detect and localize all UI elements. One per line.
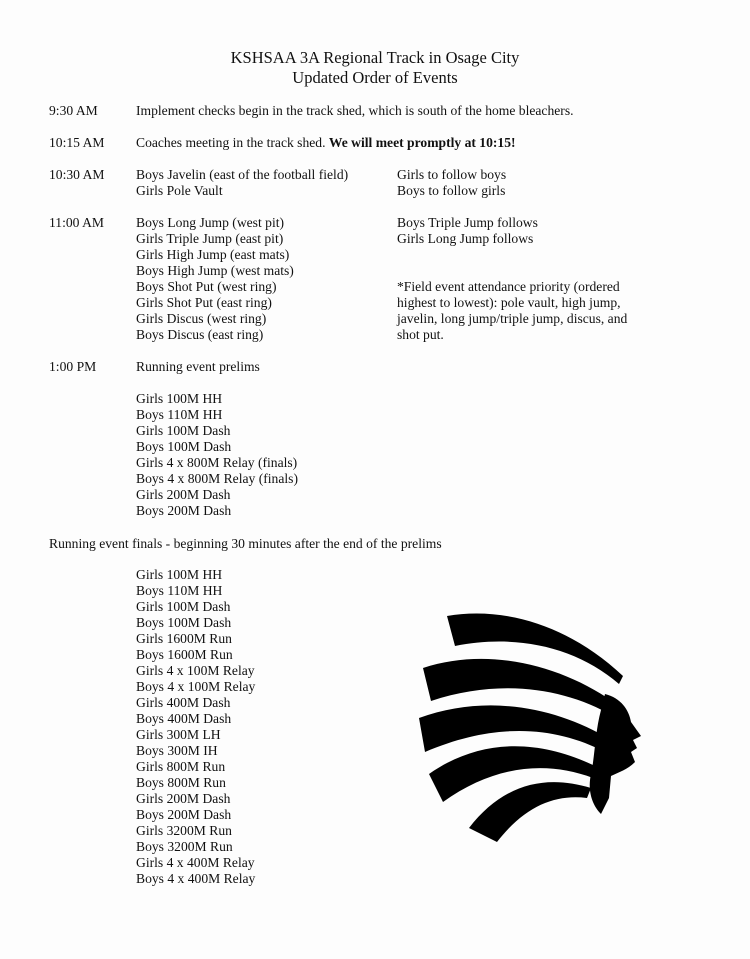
time-coaches: 10:15 AM: [49, 135, 105, 150]
feather-2: [423, 659, 619, 716]
event-note: Boys to follow girls: [397, 183, 506, 198]
priority-note: *Field event attendance priority (ordered highest to lowest): pole vault, high jump, javelin, long jump/triple jump, discus, and shot put.: [397, 279, 628, 342]
event-item: Girls 400M Dash: [136, 695, 231, 710]
event-item: Boys Discus (east ring): [136, 327, 264, 342]
coaches-text: [136, 135, 516, 151]
event-item: Boys 100M Dash: [136, 615, 232, 630]
event-item: Boys 3200M Run: [136, 839, 233, 854]
event-item: Boys Shot Put (west ring): [136, 279, 277, 294]
document-subtitle: Updated Order of Events: [292, 68, 458, 87]
event-item: Girls Pole Vault: [136, 183, 223, 198]
javelin-events: [136, 167, 348, 199]
event-item: Girls 4 x 100M Relay: [136, 663, 255, 678]
event-item: Boys 4 x 400M Relay: [136, 871, 256, 886]
event-item: Boys 4 x 100M Relay: [136, 679, 256, 694]
event-item: Boys 300M IH: [136, 743, 218, 758]
finals-events: [136, 567, 255, 887]
event-item: Girls 100M HH: [136, 567, 223, 582]
event-item: Boys 4 x 800M Relay (finals): [136, 471, 298, 486]
event-note: Boys Triple Jump follows: [397, 215, 538, 230]
time-javelin: 10:30 AM: [49, 167, 105, 182]
event-item: Girls 3200M Run: [136, 823, 232, 838]
event-item: Girls 4 x 800M Relay (finals): [136, 455, 298, 470]
event-item: Girls 300M LH: [136, 727, 221, 742]
coaches-text-plain: Coaches meeting in the track shed.: [136, 135, 326, 150]
javelin-notes: [397, 167, 506, 199]
event-note: Girls to follow boys: [397, 167, 507, 182]
logo-feathers: [419, 614, 623, 843]
event-item: Girls 1600M Run: [136, 631, 232, 646]
finals-heading: Running event finals - beginning 30 minutes after the end of the prelims: [49, 536, 442, 551]
event-item: Boys 110M HH: [136, 583, 223, 598]
event-item: Girls Discus (west ring): [136, 311, 267, 326]
implement-text: Implement checks begin in the track shed, which is south of the home bleachers.: [136, 103, 574, 118]
event-note: Girls Long Jump follows: [397, 231, 534, 246]
event-item: Boys Javelin (east of the football field): [136, 167, 349, 182]
event-item: Girls Shot Put (east ring): [136, 295, 272, 310]
event-item: Girls 100M Dash: [136, 423, 231, 438]
event-item: Boys 110M HH: [136, 407, 223, 422]
logo-face: [590, 694, 641, 814]
event-item: Boys 200M Dash: [136, 807, 232, 822]
event-item: Boys High Jump (west mats): [136, 263, 294, 278]
coaches-text-bold: We will meet promptly at 10:15!: [328, 135, 516, 150]
field-events: [136, 215, 294, 343]
event-item: Girls 200M Dash: [136, 487, 231, 502]
event-item: Boys 1600M Run: [136, 647, 233, 662]
event-item: Boys 400M Dash: [136, 711, 232, 726]
document-title: KSHSAA 3A Regional Track in Osage City: [230, 48, 520, 67]
headdress-logo-icon: [405, 606, 665, 846]
event-item: Boys 800M Run: [136, 775, 226, 790]
feather-5: [469, 782, 591, 842]
time-prelims: 1:00 PM: [49, 359, 97, 374]
event-item: Girls High Jump (east mats): [136, 247, 290, 262]
event-item: Girls Triple Jump (east pit): [136, 231, 284, 246]
event-item: Boys 100M Dash: [136, 439, 232, 454]
time-field: 11:00 AM: [49, 215, 105, 230]
event-item: Girls 100M HH: [136, 391, 223, 406]
event-item: Girls 100M Dash: [136, 599, 231, 614]
event-item: Boys Long Jump (west pit): [136, 215, 285, 230]
event-item: Girls 200M Dash: [136, 791, 231, 806]
prelims-events: [136, 391, 298, 519]
event-item: Boys 200M Dash: [136, 503, 232, 518]
time-implement: 9:30 AM: [49, 103, 98, 118]
event-item: Girls 4 x 400M Relay: [136, 855, 255, 870]
field-notes: [397, 215, 538, 247]
feather-3: [419, 705, 611, 752]
event-item: Girls 800M Run: [136, 759, 226, 774]
prelims-heading: Running event prelims: [136, 359, 260, 374]
